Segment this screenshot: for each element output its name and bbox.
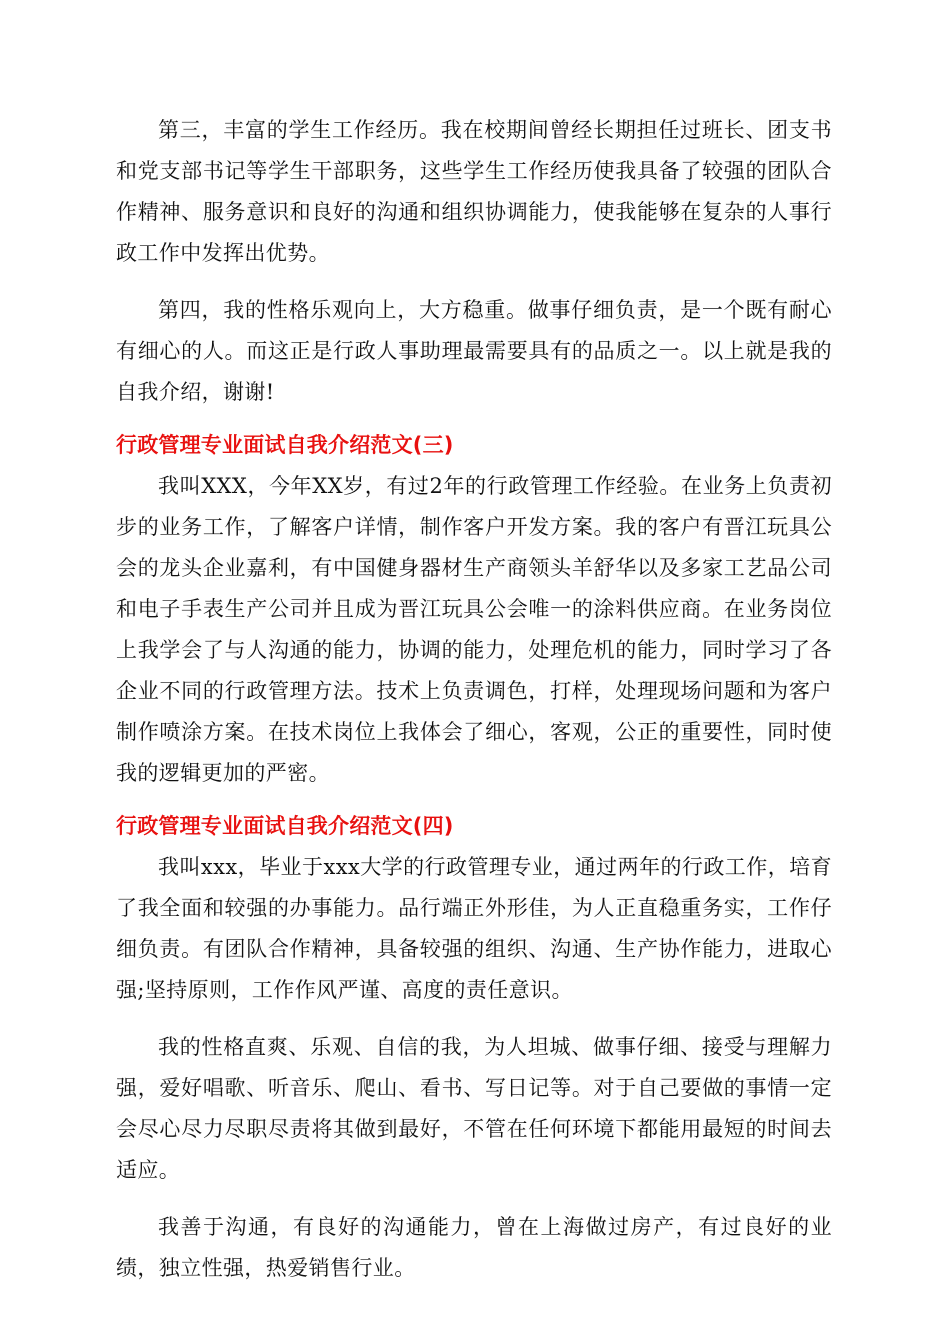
paragraph-sample-4-intro: 我叫xxx，毕业于xxx大学的行政管理专业，通过两年的行政工作，培育了我全面和较强的办事能力。品行端正外形佳，为人正直稳重务实，工作仔细负责。有团队合作精神，具备较强的组织、沟通、生产协作能力，进取心强;坚持原则，工作作风严谨、高度的责任意识。 [116,855,832,1002]
section-heading-sample-4: 行政管理专业面试自我介绍范文(四) [116,814,454,838]
paragraph-sample-4-personality: 我的性格直爽、乐观、自信的我，为人坦城、做事仔细、接受与理解力强，爱好唱歌、听音乐、爬山、看书、写日记等。对于自己要做的事情一定会尽心尽力尽职尽责将其做到最好，不管在任何环境下都能用最短的时间去适应。 [116,1035,832,1182]
section-heading-sample-3: 行政管理专业面试自我介绍范文(三) [116,433,454,457]
paragraph-sample-3: 我叫XXX，今年XX岁，有过2年的行政管理工作经验。在业务上负责初步的业务工作，了解客户详情，制作客户开发方案。我的客户有晋江玩具公会的龙头企业嘉利，有中国健身器材生产商领头羊舒华以及多家工艺品公司和电子手表生产公司并且成为晋江玩具公会唯一的涂料供应商。在业务岗位上我学会了与人沟通的能力，协调的能力，处理危机的能力，同时学习了各企业不同的行政管理方法。技术上负责调色，打样，处理现场问题和为客户制作喷涂方案。在技术岗位上我体会了细心，客观，公正的重要性，同时使我的逻辑更加的严密。 [116,474,832,785]
paragraph-fourth-point: 第四，我的性格乐观向上，大方稳重。做事仔细负责，是一个既有耐心有细心的人。而这正是行政人事助理最需要具有的品质之一。以上就是我的自我介绍，谢谢! [116,298,832,404]
paragraph-third-point: 第三，丰富的学生工作经历。我在校期间曾经长期担任过班长、团支书和党支部书记等学生干部职务，这些学生工作经历使我具备了较强的团队合作精神、服务意识和良好的沟通和组织协调能力，使我能够在复杂的人事行政工作中发挥出优势。 [116,118,832,265]
document-body [116,110,832,1289]
paragraph-sample-4-communication: 我善于沟通，有良好的沟通能力，曾在上海做过房产，有过良好的业绩，独立性强，热爱销售行业。 [116,1215,832,1280]
